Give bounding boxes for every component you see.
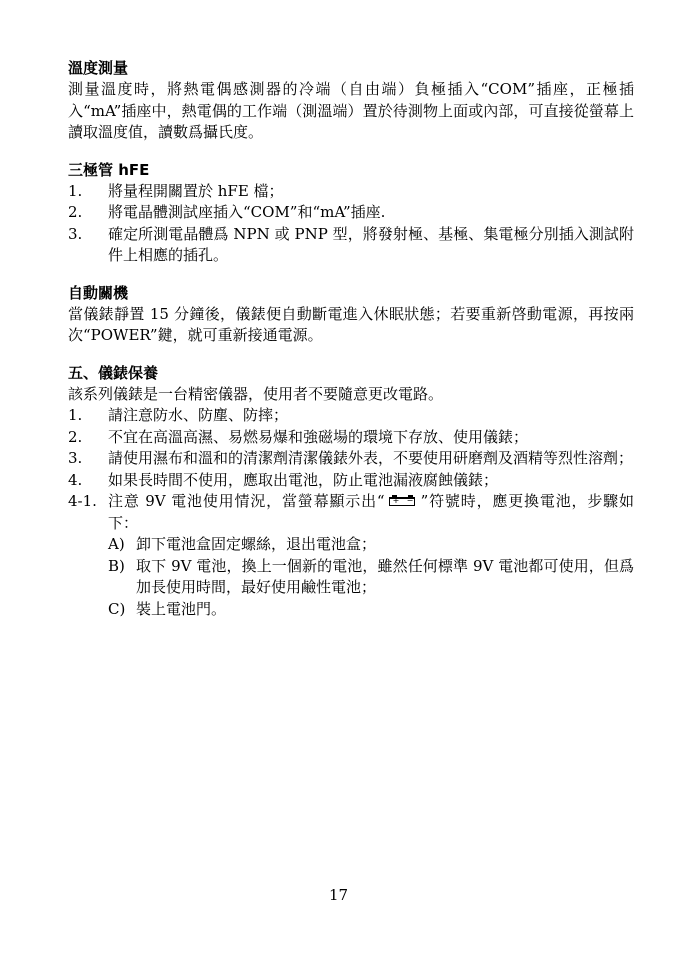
battery-text-after: ”符號時，應更換電池，步驟如下： bbox=[108, 492, 634, 532]
sub-list-item-letter: A) bbox=[108, 535, 125, 553]
auto-off-heading: 自動關機 bbox=[68, 283, 129, 302]
hfe-section bbox=[68, 160, 634, 267]
temperature-section bbox=[68, 58, 634, 144]
list-item bbox=[68, 181, 634, 203]
list-item-number: 4. bbox=[68, 470, 83, 489]
sub-list-item-letter: B) bbox=[108, 556, 125, 575]
auto-off-text: 當儀錶靜置 15 分鐘後，儀錶便自動斷電進入休眠狀態；若要重新啓動電源，再按兩次“POWER”鍵，就可重新接通電源。 bbox=[68, 304, 634, 344]
list-item-number: 1. bbox=[68, 181, 83, 200]
hfe-heading: 三極管 hFE bbox=[68, 160, 150, 179]
list-item bbox=[68, 224, 634, 267]
list-item-text: 將電晶體測試座插入“COM”和“mA”插座. bbox=[108, 203, 386, 221]
list-item bbox=[68, 405, 634, 427]
temperature-heading: 溫度測量 bbox=[68, 59, 129, 77]
sub-list-item-letter: C) bbox=[108, 599, 126, 618]
list-item-text: 請使用濕布和溫和的清潔劑清潔儀錶外表，不要使用研磨劑及酒精等烈性溶劑； bbox=[108, 449, 634, 467]
list-item-text: 請注意防水、防塵、防摔； bbox=[108, 406, 289, 424]
maintenance-section bbox=[68, 363, 634, 621]
list-item-number: 3. bbox=[68, 224, 83, 243]
battery-text-before: 注意 9V 電池使用情況，當螢幕顯示出“ bbox=[108, 492, 385, 510]
list-item bbox=[68, 448, 634, 470]
list-item-number: 4-1. bbox=[68, 492, 97, 510]
sub-list-item-text: 裝上電池門。 bbox=[136, 599, 227, 618]
list-item-text: 確定所測電晶體爲 NPN 或 PNP 型，將發射極、基極、集電極分別插入測試附件上相應的插孔。 bbox=[108, 224, 634, 264]
list-item bbox=[68, 427, 634, 449]
list-item-text: 不宜在高溫高濕、易燃易爆和強磁場的環境下存放、使用儀錶； bbox=[108, 427, 529, 446]
list-item-number: 2. bbox=[68, 427, 83, 446]
sub-list-item bbox=[68, 534, 634, 556]
list-item bbox=[68, 470, 634, 492]
auto-off-section bbox=[68, 283, 634, 347]
battery-list-item bbox=[68, 491, 634, 534]
list-item-number: 3. bbox=[68, 449, 83, 467]
sub-list-item-text: 卸下電池盒固定螺絲，退出電池盒； bbox=[136, 535, 377, 553]
list-item-number: 2. bbox=[68, 203, 83, 221]
list-item bbox=[68, 202, 634, 224]
sub-list-item bbox=[68, 599, 634, 621]
sub-list-item bbox=[68, 556, 634, 599]
list-item-text bbox=[108, 491, 634, 534]
page-number: 17 bbox=[328, 886, 349, 904]
list-item-number: 1. bbox=[68, 406, 83, 424]
maintenance-intro: 該系列儀錶是一台精密儀器，使用者不要隨意更改電路。 bbox=[68, 384, 444, 403]
sub-list-item-text: 取下 9V 電池，換上一個新的電池，雖然任何標準 9V 電池都可使用，但爲加長使用時間，最好使用鹼性電池； bbox=[136, 556, 634, 596]
temperature-text: 測量溫度時，將熱電偶感測器的冷端（自由端）負極插入“COM”插座，正極插入“mA”插座中，熱電偶的工作端（測溫端）置於待測物上面或內部，可直接從螢幕上讀取溫度值，讀數爲攝氏度。 bbox=[68, 80, 634, 141]
list-item-text: 將量程開關置於 hFE 檔； bbox=[108, 181, 284, 200]
battery-icon: + − bbox=[388, 495, 418, 507]
list-item-text: 如果長時間不使用，應取出電池，防止電池漏液腐蝕儀錶； bbox=[108, 470, 499, 489]
page-content bbox=[68, 58, 634, 636]
maintenance-heading: 五、儀錶保養 bbox=[68, 363, 159, 382]
